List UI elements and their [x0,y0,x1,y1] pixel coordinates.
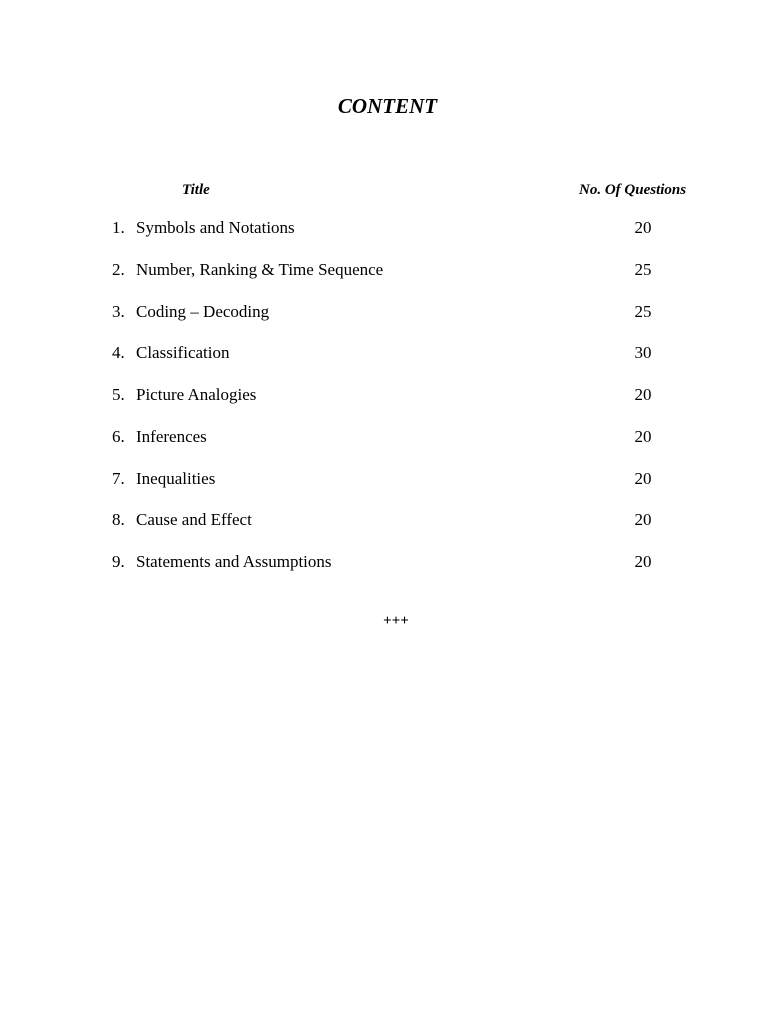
item-title: Inequalities [136,468,216,488]
item-question-count: 20 [634,426,652,446]
list-item [0,341,770,383]
item-title: Cause and Effect [136,510,252,530]
list-item [0,300,770,342]
item-title: Number, Ranking & Time Sequence [136,259,384,279]
list-item [0,425,770,467]
item-question-count: 20 [634,510,652,530]
item-question-count: 25 [634,259,652,279]
list-item [0,216,770,258]
item-question-count: 20 [634,468,652,488]
item-number: 7. [112,468,125,488]
item-number: 5. [112,385,125,404]
item-number: 4. [112,343,125,363]
item-question-count: 20 [634,218,652,237]
list-item [0,258,770,300]
item-number: 1. [112,218,125,237]
list-item [0,383,770,425]
list-item [0,550,770,592]
list-item [0,467,770,509]
item-number: 8. [112,510,125,530]
item-number: 9. [112,552,125,571]
end-mark: +++ [383,613,409,629]
item-question-count: 20 [634,552,652,571]
item-number: 6. [112,426,125,446]
column-header-title: Title [182,182,210,198]
item-title: Inferences [136,426,207,446]
item-title: Statements and Assumptions [136,552,332,571]
item-number: 2. [112,259,125,279]
item-question-count: 30 [634,343,652,363]
list-item [0,508,770,550]
item-title: Picture Analogies [136,385,257,404]
item-title: Coding – Decoding [136,301,270,321]
column-header-question-count: No. Of Questions [579,182,687,198]
item-question-count: 20 [634,385,652,404]
item-question-count: 25 [634,301,652,321]
contents-list [0,216,770,592]
item-title: Symbols and Notations [136,218,295,237]
item-number: 3. [112,301,125,321]
page-title: CONTENT [337,94,438,118]
item-title: Classification [136,343,230,363]
